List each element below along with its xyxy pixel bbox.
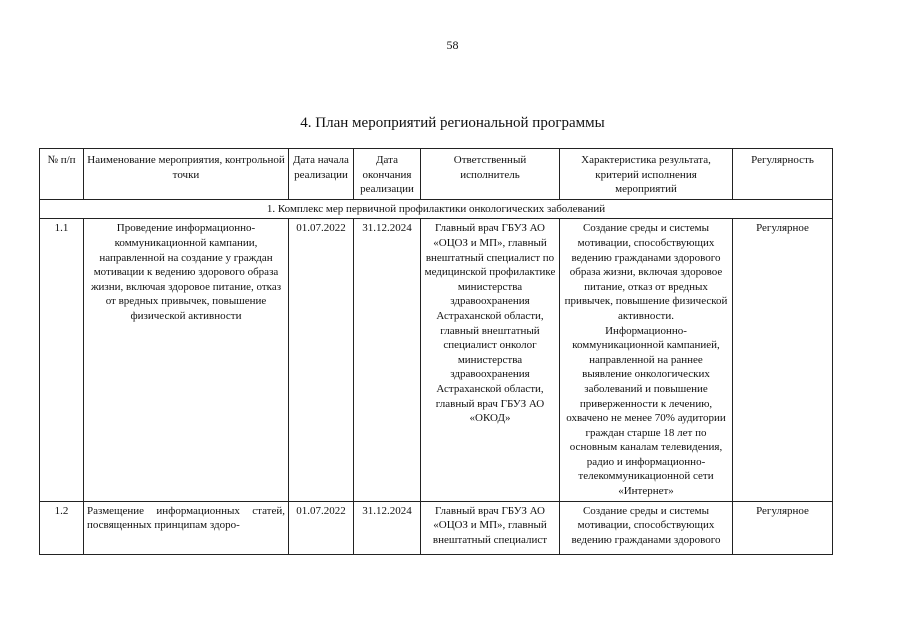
header-end: Дата окончания реализации: [354, 149, 421, 200]
row-result-text: Создание среды и системы мотивации, способствующих ведению гражданами здорового: [571, 504, 721, 546]
header-start: Дата начала реализации: [289, 149, 354, 200]
plan-table: [39, 148, 833, 555]
section-row: [40, 199, 833, 219]
row-responsible: [421, 501, 560, 554]
table-row: [40, 501, 833, 554]
table-header-row: [40, 149, 833, 200]
row-responsible: Главный врач ГБУЗ АО «ОЦОЗ и МП», главный внештатный специалист по медицинской профилактике министерства здравоохранения Астраханской области, главный внештатный специалист онколог министерства здравоохранения Астраханской области, главный врач ГБУЗ АО «ОКОД»: [421, 219, 560, 501]
section-title: 1. Комплекс мер первичной профилактики онкологических заболеваний: [40, 199, 833, 219]
row-start-date: [289, 501, 354, 554]
row-responsible-text: Главный врач ГБУЗ АО «ОЦОЗ и МП», главный внештатный специалист: [432, 504, 548, 546]
row-regularity: Регулярное: [733, 219, 833, 501]
row-result-paragraph-2: Информационно-коммуникационной кампанией, направленной на раннее выявление онкологических заболеваний и повышение приверженности к лечению, охвачено не менее 70% аудитории граждан старше 18 лет по основным каналам телевидения, радио и информационно-телекоммуникационной сети «Интернет»: [566, 324, 726, 498]
row-regularity: [733, 501, 833, 554]
row-name-text: Размещение информационных статей, посвященных принципам здоро-: [87, 504, 285, 532]
header-name: Наименование мероприятия, контрольной точки: [84, 149, 289, 200]
row-result: [560, 219, 733, 501]
row-result: [560, 501, 733, 554]
row-start-date: 01.07.2022: [289, 219, 354, 501]
row-result-paragraph-1: Создание среды и системы мотивации, способствующих ведению гражданами здорового образа жизни, включая здоровое питание, отказ от вредных привычек, повышение физической активности.: [564, 222, 728, 322]
row-start-date-text: 01.07.2022: [296, 504, 346, 517]
row-number: [40, 501, 84, 554]
header-result: Характеристика результата, критерий исполнения мероприятий: [560, 149, 733, 200]
table-row: [40, 219, 833, 501]
row-name: Проведение информационно-коммуникационной кампании, направленной на создание у граждан мотивации к ведению здорового образа жизни, включая здоровое питание, отказ от вредных привычек, повышение физической активности: [84, 219, 289, 501]
header-responsible: Ответственный исполнитель: [421, 149, 560, 200]
header-regularity: Регулярность: [733, 149, 833, 200]
page-title: 4. План мероприятий региональной программы: [300, 115, 605, 131]
row-end-date-text: 31.12.2024: [362, 504, 412, 517]
header-number: № п/п: [40, 149, 84, 200]
row-regularity-text: Регулярное: [756, 504, 809, 517]
row-end-date: 31.12.2024: [354, 219, 421, 501]
row-number-text: 1.2: [54, 504, 69, 517]
row-end-date: [354, 501, 421, 554]
page-number: 58: [446, 38, 459, 52]
row-name: [84, 501, 289, 554]
row-number: 1.1: [40, 219, 84, 501]
